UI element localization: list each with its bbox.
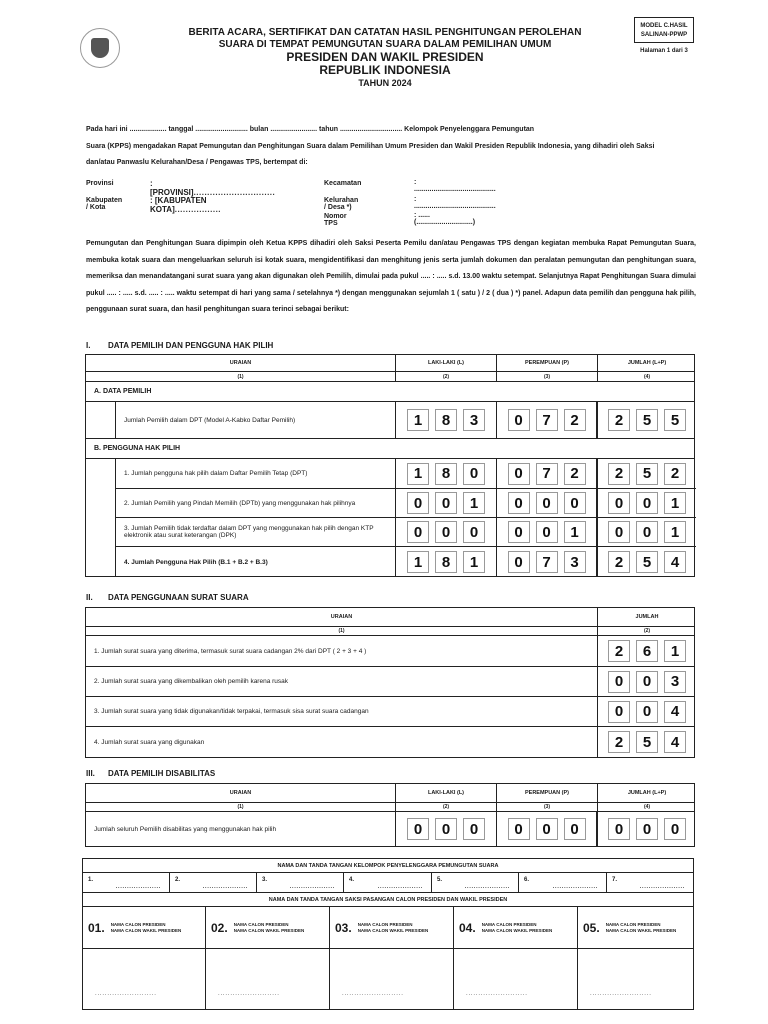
- digit-box[interactable]: 0: [608, 521, 630, 543]
- jumlah-value[interactable]: [598, 518, 696, 546]
- row-label: 2. Jumlah Pemilih yang Pindah Memilih (DPTb) yang menggunakan hak pilihnya: [116, 489, 396, 517]
- digit-box[interactable]: 0: [463, 463, 485, 485]
- jumlah-value[interactable]: [598, 459, 696, 488]
- digit-box[interactable]: 4: [664, 701, 686, 723]
- header-uraian: URAIAN: [86, 784, 396, 802]
- digit-box[interactable]: 5: [636, 463, 658, 485]
- tps-field[interactable]: : ...... (.............................): [414, 212, 476, 226]
- digit-box[interactable]: 5: [664, 409, 686, 431]
- digit-box[interactable]: 5: [636, 731, 658, 753]
- digit-box[interactable]: 2: [608, 409, 630, 431]
- table-row: [86, 402, 694, 439]
- digit-box[interactable]: 1: [664, 521, 686, 543]
- signature-box-04[interactable]: .........................: [454, 949, 578, 1009]
- table-colnum-row: [86, 627, 694, 636]
- laki-laki-value[interactable]: [396, 547, 497, 577]
- digit-box[interactable]: 0: [463, 521, 485, 543]
- row-label: 3. Jumlah Pemilih tidak terdaftar dalam DPT yang menggunakan hak pilih dengan KTP elektronik atau surat keterangan (DPK): [116, 518, 396, 546]
- model-badge: [634, 17, 694, 43]
- table-row: [86, 727, 694, 757]
- kpps-slots-row: [83, 873, 693, 893]
- signature-box-01[interactable]: .........................: [83, 949, 206, 1009]
- kabupaten-field[interactable]: : [KABUPATEN KOTA].................: [150, 196, 222, 214]
- laki-laki-value[interactable]: [396, 518, 497, 546]
- digit-box[interactable]: 1: [664, 492, 686, 514]
- jumlah-value[interactable]: [598, 489, 696, 517]
- colnum-1: (1): [86, 803, 396, 811]
- table-row: [86, 636, 694, 667]
- digit-box[interactable]: 0: [407, 521, 429, 543]
- digit-box[interactable]: 0: [564, 818, 586, 840]
- digit-box[interactable]: 1: [407, 463, 429, 485]
- digit-box[interactable]: 0: [608, 671, 630, 693]
- table-header-row: [86, 784, 694, 803]
- laki-laki-value[interactable]: [396, 402, 497, 438]
- table-row: [116, 489, 696, 518]
- section-1-table: [85, 354, 695, 577]
- perempuan-value[interactable]: [497, 812, 598, 846]
- digit-box[interactable]: 2: [608, 640, 630, 662]
- header-jumlah: JUMLAH: [635, 614, 659, 620]
- title-line-2: SUARA DI TEMPAT PEMUNGUTAN SUARA DALAM PEMILIHAN UMUM: [218, 39, 552, 50]
- table-header-row: [86, 608, 694, 627]
- model-line-2: SALINAN-PPWP: [640, 32, 688, 38]
- page-indicator: Halaman 1 dari 3: [640, 48, 688, 54]
- title-line-4: REPUBLIK INDONESIA: [319, 63, 451, 77]
- colnum-4: (4): [643, 373, 651, 380]
- digit-box[interactable]: 2: [608, 731, 630, 753]
- tps-label: Nomor TPS: [324, 213, 347, 227]
- table-colnum-row: [86, 372, 694, 382]
- digit-box[interactable]: 1: [463, 551, 485, 573]
- kpu-logo-icon: [80, 28, 120, 68]
- section-2-table: [85, 607, 695, 758]
- candidate-03: 03. NAMA CALON PRESIDEN NAMA CALON WAKIL PRESIDEN: [330, 907, 454, 948]
- title-line-1: BERITA ACARA, SERTIFIKAT DAN CATATAN HASIL PENGHITUNGAN PEROLEHAN: [188, 27, 582, 38]
- kpps-title-row: [83, 859, 693, 873]
- digit-box[interactable]: 1: [407, 551, 429, 573]
- jumlah-value[interactable]: [598, 812, 696, 846]
- saksi-title: NAMA DAN TANDA TANGAN SAKSI PASANGAN CALON PRESIDEN DAN WAKIL PRESIDEN: [268, 896, 508, 903]
- table-row: [86, 697, 694, 727]
- digit-box[interactable]: 0: [636, 671, 658, 693]
- intro-line-1: Pada hari ini ................... tanggal ........................... bulan ........................ tahun ................................ Kelompok Penyelenggara Pemungutan: [86, 126, 535, 133]
- digit-box[interactable]: 0: [407, 818, 429, 840]
- kelurahan-label: Kelurahan / Desa *): [324, 197, 359, 211]
- digit-box[interactable]: 7: [536, 409, 558, 431]
- digit-box[interactable]: 2: [564, 463, 586, 485]
- kpps-title: NAMA DAN TANDA TANGAN KELOMPOK PENYELENGGARA PEMUNGUTAN SUARA: [277, 862, 499, 869]
- candidate-02: 02. NAMA CALON PRESIDEN NAMA CALON WAKIL PRESIDEN: [206, 907, 330, 948]
- digit-box[interactable]: 0: [636, 818, 658, 840]
- colnum-3: (3): [497, 803, 598, 811]
- row-label: 2. Jumlah surat suara yang dikembalikan oleh pemilih karena rusak: [86, 667, 598, 696]
- laki-laki-value[interactable]: [396, 812, 497, 846]
- table-header-row: [86, 355, 694, 372]
- digit-box[interactable]: 0: [508, 551, 530, 573]
- signature-box-02[interactable]: .........................: [206, 949, 330, 1009]
- table-row-total: [116, 547, 696, 577]
- kabupaten-label: Kabupaten / Kota: [86, 197, 123, 211]
- table-colnum-row: [86, 803, 694, 812]
- table-row: [86, 667, 694, 697]
- row-label: Jumlah seluruh Pemilih disabilitas yang menggunakan hak pilih: [86, 812, 396, 846]
- digit-box[interactable]: 4: [664, 551, 686, 573]
- digit-box[interactable]: 0: [407, 492, 429, 514]
- digit-box[interactable]: 7: [536, 463, 558, 485]
- digit-box[interactable]: 0: [664, 818, 686, 840]
- title-line-3: PRESIDEN DAN WAKIL PRESIDEN: [286, 50, 484, 64]
- table-row: [116, 459, 696, 489]
- digit-box[interactable]: 1: [564, 521, 586, 543]
- digit-box[interactable]: 4: [664, 731, 686, 753]
- digit-box[interactable]: 0: [508, 463, 530, 485]
- row-label: 3. Jumlah surat suara yang tidak digunakan/tidak terpakai, termasuk sisa surat suara cadangan: [86, 697, 598, 726]
- subsection-b-title: B. PENGGUNA HAK PILIH: [94, 445, 181, 452]
- indent-cell: [86, 402, 116, 438]
- digit-box[interactable]: 0: [463, 818, 485, 840]
- colnum-4: (4): [643, 804, 651, 810]
- kpps-slot-6[interactable]: 6. ....................: [519, 873, 607, 892]
- digit-box[interactable]: 1: [463, 492, 485, 514]
- kpps-slot-4[interactable]: 4. ....................: [344, 873, 432, 892]
- digit-box[interactable]: 0: [608, 701, 630, 723]
- digit-box[interactable]: 0: [608, 818, 630, 840]
- jumlah-value[interactable]: [598, 636, 696, 666]
- header-jumlah: JUMLAH (L+P): [627, 360, 667, 366]
- subsection-b-row: [86, 439, 694, 459]
- digit-box[interactable]: 0: [508, 492, 530, 514]
- digit-box[interactable]: 8: [435, 463, 457, 485]
- digit-box[interactable]: 0: [536, 818, 558, 840]
- digit-box[interactable]: 6: [636, 640, 658, 662]
- perempuan-value[interactable]: [497, 518, 598, 546]
- saksi-title-row: [83, 893, 693, 907]
- signature-box-03[interactable]: .........................: [330, 949, 454, 1009]
- kelurahan-field[interactable]: : ..........................................: [414, 196, 496, 210]
- row-label: Jumlah Pemilih dalam DPT (Model A-Kabko Daftar Pemilih): [116, 402, 396, 438]
- intro-line-3: dan/atau Panwaslu Kelurahan/Desa / Pengawas TPS, bertempat di:: [86, 159, 308, 166]
- kpps-slot-3[interactable]: 3. ....................: [257, 873, 344, 892]
- digit-box[interactable]: 0: [636, 521, 658, 543]
- digit-box[interactable]: 3: [664, 671, 686, 693]
- header-perempuan: PEREMPUAN (P): [497, 355, 598, 371]
- jumlah-value[interactable]: [598, 727, 696, 757]
- provinsi-field[interactable]: : [PROVINSI]..............................: [150, 179, 276, 197]
- perempuan-value[interactable]: [497, 402, 598, 438]
- body-paragraph: Pemungutan dan Penghitungan Suara dipimpin oleh Ketua KPPS dihadiri oleh Saksi Peserta Pemilu dan/atau Pengawas TPS dengan kegiatan membuka Rapat Pemungutan Suara, membuka kotak suara dan mengeluarkan seluruh isi kotak suara, mengidentifikasi dan menghitung jenis serta jumlah dokumen dan peralatan pemungutan dan penghitungan suara, memeriksa dan menandatangani surat suara yang akan digunakan oleh Pemilih, dimulai pada pukul ..... : ..... s.d. 13.00 waktu setempat. Selanjutnya Rapat Penghitungan Suara dimulai pukul ..... : ..... s.d. ..... : ..... waktu setempat di hari yang sama / setelahnya *) dengan menggunakan sejumlah 1 ( satu ) / 2 ( dua ) *) panel. Adapun data pemilih dan pengguna hak pilih, penggunaan surat suara, dan hasil penghitungan suara terinci sebagai berikut:: [86, 240, 696, 313]
- row-label: 4. Jumlah Pengguna Hak Pilih (B.1 + B.2 + B.3): [116, 547, 396, 577]
- subsection-a-row: [86, 382, 694, 402]
- row-label: 1. Jumlah pengguna hak pilih dalam Daftar Pemilih Tetap (DPT): [116, 459, 396, 488]
- kecamatan-label: Kecamatan: [324, 180, 362, 187]
- digit-box[interactable]: 0: [435, 521, 457, 543]
- digit-box[interactable]: 0: [435, 818, 457, 840]
- digit-box[interactable]: 2: [608, 463, 630, 485]
- perempuan-value[interactable]: [497, 459, 598, 488]
- kpps-slot-5[interactable]: 5. ....................: [432, 873, 519, 892]
- header-perempuan: PEREMPUAN (P): [497, 784, 598, 802]
- digit-box[interactable]: 1: [407, 409, 429, 431]
- perempuan-value[interactable]: [497, 489, 598, 517]
- signature-table: [82, 858, 694, 1010]
- model-line-1: MODEL C.HASIL: [640, 23, 688, 29]
- header-uraian: URAIAN: [86, 355, 396, 371]
- digit-box[interactable]: 5: [636, 409, 658, 431]
- kpps-slot-2[interactable]: 2. ....................: [170, 873, 257, 892]
- jumlah-value[interactable]: [598, 402, 696, 438]
- kpps-slot-1[interactable]: 1. ....................: [83, 873, 170, 892]
- digit-box[interactable]: 3: [564, 551, 586, 573]
- header-laki-laki: LAKI-LAKI (L): [396, 355, 497, 371]
- digit-box[interactable]: 0: [608, 492, 630, 514]
- perempuan-value[interactable]: [497, 547, 598, 577]
- digit-box[interactable]: 2: [664, 463, 686, 485]
- digit-box[interactable]: 8: [435, 409, 457, 431]
- digit-box[interactable]: 3: [463, 409, 485, 431]
- digit-box[interactable]: 0: [564, 492, 586, 514]
- title-line-5: TAHUN 2024: [358, 78, 412, 88]
- colnum-2: (2): [643, 628, 651, 634]
- digit-box[interactable]: 8: [435, 551, 457, 573]
- colnum-2: (2): [396, 372, 497, 381]
- digit-box[interactable]: 2: [608, 551, 630, 573]
- signature-box-05[interactable]: .........................: [590, 991, 652, 997]
- digit-box[interactable]: 0: [536, 521, 558, 543]
- digit-box[interactable]: 0: [508, 521, 530, 543]
- jumlah-value[interactable]: [598, 547, 696, 577]
- colnum-1: (1): [86, 372, 396, 381]
- header-jumlah: JUMLAH (L+P): [627, 790, 667, 796]
- digit-box[interactable]: 0: [435, 492, 457, 514]
- intro-paragraph: [86, 122, 696, 172]
- laki-laki-value[interactable]: [396, 459, 497, 488]
- intro-line-2: Suara (KPPS) mengadakan Rapat Pemungutan dan Penghitungan Suara dalam Pemilihan Umum Presiden dan Wakil Presiden Republik Indonesia, yang dihadiri oleh Saksi: [86, 142, 655, 150]
- section-3-heading: III. DATA PEMILIH DISABILITAS: [86, 769, 216, 778]
- header-uraian: URAIAN: [86, 608, 598, 626]
- document-title: [160, 27, 610, 89]
- table-row: [86, 812, 694, 846]
- section-2-heading: II. DATA PENGGUNAAN SURAT SUARA: [86, 593, 249, 602]
- digit-box[interactable]: 7: [536, 551, 558, 573]
- digit-box[interactable]: 0: [636, 701, 658, 723]
- digit-box[interactable]: 1: [664, 640, 686, 662]
- section-1-heading: I. DATA PEMILIH DAN PENGGUNA HAK PILIH: [86, 341, 274, 350]
- indent-cell: [86, 459, 116, 577]
- candidate-01: 01. NAMA CALON PRESIDEN NAMA CALON WAKIL PRESIDEN: [83, 907, 206, 948]
- provinsi-label: Provinsi: [86, 180, 114, 187]
- digit-box[interactable]: 0: [636, 492, 658, 514]
- candidate-04: 04. NAMA CALON PRESIDEN NAMA CALON WAKIL PRESIDEN: [454, 907, 578, 948]
- jumlah-value[interactable]: [598, 667, 696, 696]
- digit-box[interactable]: 5: [636, 551, 658, 573]
- colnum-1: (1): [86, 627, 598, 635]
- candidate-05: 05. NAMA CALON PRESIDEN NAMA CALON WAKIL PRESIDEN: [583, 920, 677, 935]
- row-label: 4. Jumlah surat suara yang digunakan: [86, 727, 598, 757]
- signature-row: [83, 949, 693, 1009]
- kecamatan-field[interactable]: : ..........................................: [414, 179, 496, 193]
- digit-box[interactable]: 2: [564, 409, 586, 431]
- row-label: 1. Jumlah surat suara yang diterima, termasuk surat suara cadangan 2% dari DPT ( 2 + 3 + 4 ): [86, 636, 598, 666]
- jumlah-value[interactable]: [598, 697, 696, 726]
- table-row: [116, 518, 696, 547]
- subsection-a-title: A. DATA PEMILIH: [94, 388, 152, 395]
- digit-box[interactable]: 0: [508, 409, 530, 431]
- colnum-2: (2): [396, 803, 497, 811]
- header-laki-laki: LAKI-LAKI (L): [396, 784, 497, 802]
- digit-box[interactable]: 0: [508, 818, 530, 840]
- candidate-row: [83, 907, 693, 949]
- laki-laki-value[interactable]: [396, 489, 497, 517]
- kpps-slot-7[interactable]: 7. ....................: [612, 877, 685, 890]
- digit-box[interactable]: 0: [536, 492, 558, 514]
- colnum-3: (3): [497, 372, 598, 381]
- section-3-table: [85, 783, 695, 847]
